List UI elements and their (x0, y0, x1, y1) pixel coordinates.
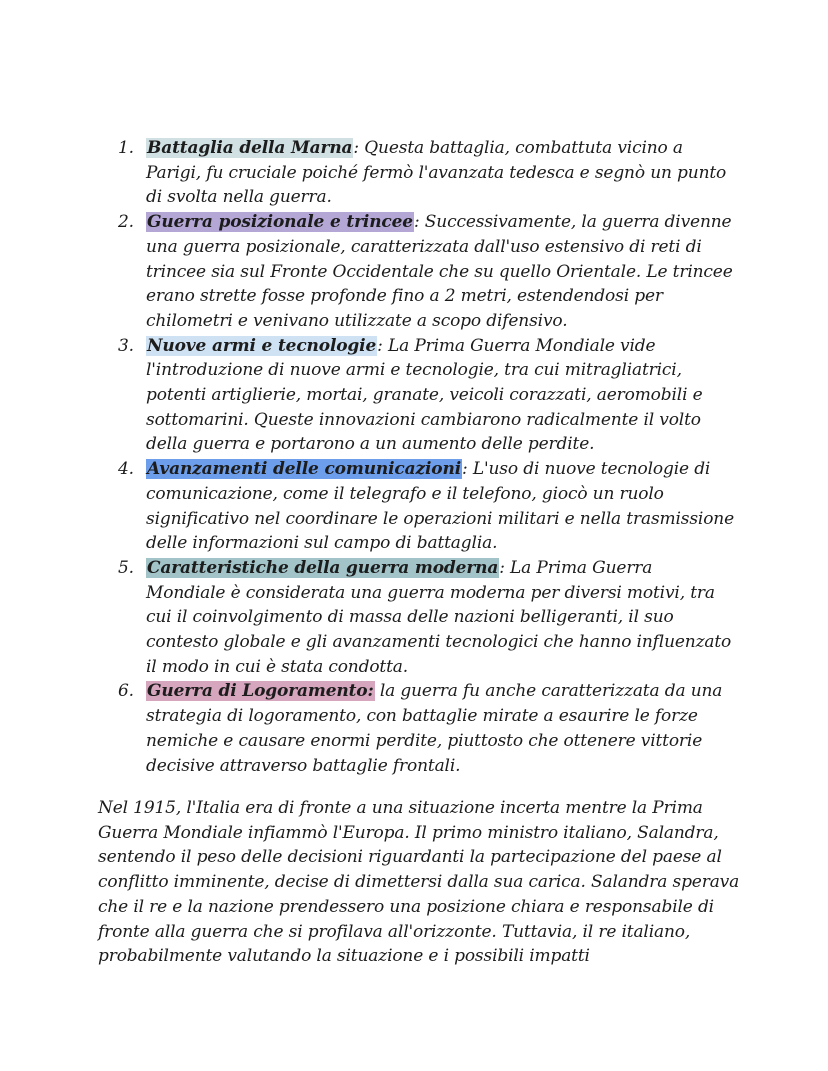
item-text: la guerra fu anche caratterizzata da una strategia di logoramento, con battaglie mirate a esaurire le forze nemiche e causare enormi perdite, piuttosto che ottenere vittorie decisive attraverso battaglie frontali. (146, 681, 723, 776)
highlighted-term: Caratteristiche della guerra moderna (147, 557, 499, 578)
item-text: L'uso di nuove tecnologie di comunicazione, come il telegrafo e il telefono, giocò un ruolo significativo nel coordinare le operazioni militari e nella trasmissione delle informazioni sul campo di battaglia. (146, 459, 735, 554)
list-item (0, 136, 736, 210)
item-text: La Prima Guerra Mondiale è considerata una guerra moderna per diversi motivi, tra cui il coinvolgimento di massa delle nazioni belligeranti, il suo contesto globale e gli avanzamenti tecnologici che hanno influenzato il modo in cui è stata condotta. (146, 557, 732, 677)
item-number: 5. (118, 557, 134, 578)
item-number: 4. (118, 459, 134, 480)
term-separator: : (462, 459, 468, 480)
item-number: 3. (118, 335, 134, 356)
term-separator: : (413, 212, 420, 233)
item-text: La Prima Guerra Mondiale vide l'introduzione di nuove armi e tecnologie, tra cui mitragliatrici, potenti artiglierie, mortai, granate, veicoli corazzati, aeromobili e sottomarini. Queste innovazioni cambiarono radicalmente il volto della guerra e portarono a un aumento delle perdite. (146, 335, 703, 455)
highlighted-term: Guerra posizionale e trincee (147, 212, 413, 233)
highlighted-term: Battaglia della Marna (147, 138, 353, 158)
body-paragraph: Nel 1915, l'Italia era di fronte a una situazione incerta mentre la Prima Guerra Mondiale infiammò l'Europa. Il primo ministro italiano, Salandra, sentendo il peso delle decisioni riguardanti la partecipazione del paese al conflitto imminente, decise di dimettersi dalla sua carica. Salandra sperava che il re e la nazione prendessero una posizione chiara e responsabile di fronte alla guerra che si profilava all'orizzonte. Tuttavia, il re italiano, probabilmente valutando la situazione e i possibili impatti (98, 798, 740, 967)
list-item (0, 457, 736, 556)
highlighted-term: Avanzamenti delle comunicazioni (147, 459, 462, 480)
term-separator: : (499, 557, 505, 578)
list-item (0, 556, 736, 680)
highlighted-term: Nuove armi e tecnologie (147, 335, 377, 356)
term-separator: : (377, 335, 383, 356)
term-separator: : (353, 138, 359, 158)
item-number: 2. (118, 212, 134, 233)
list-item (0, 679, 736, 778)
highlighted-term: Guerra di Logoramento: (147, 681, 374, 702)
list-item (0, 334, 736, 458)
item-text: Questa battaglia, combattuta vicino a Parigi, fu cruciale poiché fermò l'avanzata tedesca e segnò un punto di svolta nella guerra. (146, 138, 727, 208)
list-item (0, 210, 736, 334)
item-number: 1. (118, 138, 134, 158)
item-number: 6. (118, 681, 134, 702)
key-points-list (0, 136, 828, 778)
item-text: Successivamente, la guerra divenne una guerra posizionale, caratterizzata dall'uso estensivo di reti di trincee sia sul Fronte Occidentale che su quello Orientale. Le trincee erano strette fosse profonde fino a 2 metri, estendendosi per chilometri e venivano utilizzate a scopo difensivo. (146, 212, 733, 331)
